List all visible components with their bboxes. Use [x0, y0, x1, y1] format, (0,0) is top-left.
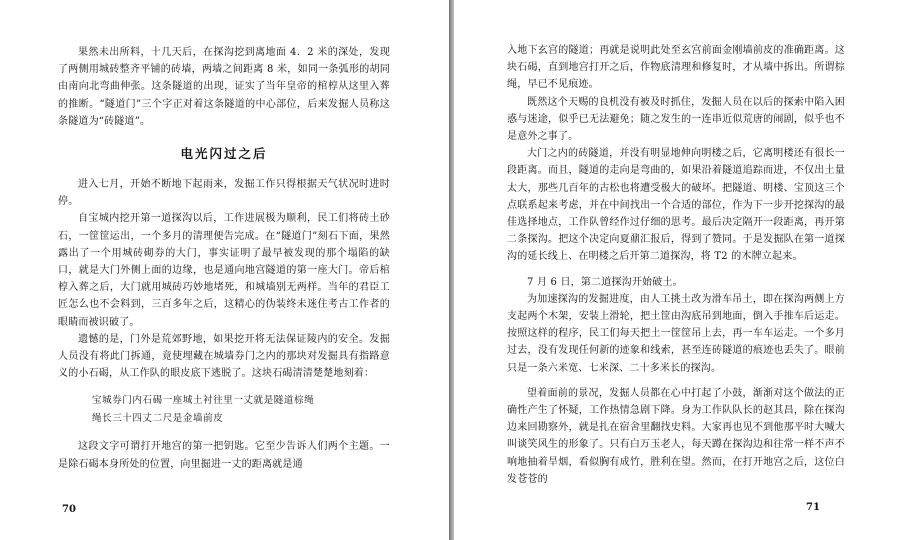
section-title: 电光闪过之后	[180, 146, 268, 162]
paragraph: 大门之内的砖隧道，并没有明显地伸向明楼之后，它离明楼还有很长一段距离。而且，隧道的走向是弯曲的，如果沿着隧道追踪而进，不仅出土量太大，那些几百年的古松也将遭受极大的破坏。把隧道、明楼、宝顶这三个点联系起来考虑，并在中间找出一个合适的部位，作为下一步开挖探沟的最佳选择地点，工作队曾经作过仔细的思考。最后决定隔开一段距离，再开第二条探沟。把这个决定向夏鼐汇报后，得到了赞同。于是发掘队在第一道探沟的延长线上、在明楼之后开第二道探沟，将 T2 的木牌立起来。	[507, 148, 845, 263]
paragraph: 入地下玄宫的隧道；再就是说明此处至玄宫前面金刚墙前皮的准确距离。这块石碣，直到地宫打开之后，作物底清理和修复时，才从墙中拆出。所谓棕绳，早已不见痕迹。	[507, 45, 845, 91]
paragraph: 为加速探沟的发掘进度，由人工挑土改为滑车吊土，即在探沟两侧上方支起两个木架，安装上滑轮，把土筐由沟底吊到地面，倒入手推车后运走。按照这样的程序，民工们每天把土一筐筐吊上去，再一车车运走。一个多月过去，没有发现任何新的迹象和线索，甚至连砖隧道的痕迹也丢失了。眼前只是一条六米宽、七米深、二十多米长的探沟。	[507, 293, 845, 374]
spacer	[507, 266, 845, 274]
paragraph: 果然未出所料，十几天后，在探沟挖到离地面 4．2 米的深处，发现了两侧用城砖整齐平铺的砖墙，两墙之间距离 8 米，如同一条弧形的胡同由南向北弯曲伸张。这条隧道的出现，证实了当年皇帝的棺椁从这里入葬的推断。“隧道门”三个字正对着这条隧道的中心部位，后来发掘人员称这条隧道为“砖隧道”。	[58, 47, 390, 127]
spacer	[507, 377, 845, 385]
stele-inscription	[58, 392, 390, 428]
paragraph: 望着面前的景况，发掘人员都在心中打起了小鼓，渐渐对这个做法的正确性产生了怀疑，工作热情急剧下降。身为工作队队长的赵其昌，除在探沟边来回勘察外，就是扎在宿舍里翻找史料。大家再也见不到他那平时大喊大叫谈笑风生的形象了。只有白万玉老人，每天蹲在探沟边和往常一样不声不响地抽着旱烟，看似胸有成竹，胜利在望。然而，在打开地宫之后，这位白发苍苍的	[507, 387, 845, 485]
left-text-column	[58, 44, 390, 473]
paragraph: 7 月 6 日，第二道探沟开始破土。	[527, 276, 683, 288]
right-text-column	[507, 42, 845, 488]
paragraph: 这段文字可谓打开地宫的第一把钥匙。它至少告诉人们两个主题。一是除石碣本身所处的位置，向里掘进一丈的距离就是通	[58, 441, 390, 470]
page-number: 71	[806, 502, 820, 513]
paragraph: 既然这个天赐的良机没有被及时抓住，发掘人员在以后的探索中陷入困惑与迷途，似乎已无法避免；随之发生的一连串近似荒唐的闹剧，似乎也不是意外之事了。	[507, 96, 845, 143]
paragraph: 自宝城内挖开第一道探沟以后，工作进展极为顺利，民工们将砖土砂石，一筐筐运出，一个多月的清理便告完成。在“隧道门”刻石下面，果然露出了一个用城砖砌券的大门，事实证明了最早被发现的那个塌陷的缺口，就是大门外侧上面的边缘，也是通向地宫隧道的第一座大门。帝后棺椁入葬之后，大门就用城砖巧妙地堵死，和城墙别无两样。当年的君臣工匠怎么也不会料到，三百多年之后，这精心的伪装终未迷住考古工作者的眼睛而被识破了。	[58, 213, 390, 328]
inscription-line: 宝城券门内石碣一座城土衬往里一丈就是隧道棕绳	[92, 395, 315, 407]
left-page	[0, 0, 449, 540]
page-number: 70	[62, 504, 76, 515]
inscription-line: 绳长三十四丈二尺是金墙前皮	[92, 413, 224, 425]
paragraph: 遗憾的是，门外是荒郊野地，如果挖开将无法保证陵内的安全。发掘人员没有将此门拆通，竟使埋藏在城墙券门之内的那块对发掘具有指路意义的小石碣，从工作队的眼皮底下逃脱了。这块石碣清清楚楚地刻着：	[58, 333, 390, 380]
right-page	[454, 0, 899, 540]
paragraph: 进入七月，开始不断地下起雨来，发掘工作只得根据天气状况时进时停。	[58, 179, 390, 208]
